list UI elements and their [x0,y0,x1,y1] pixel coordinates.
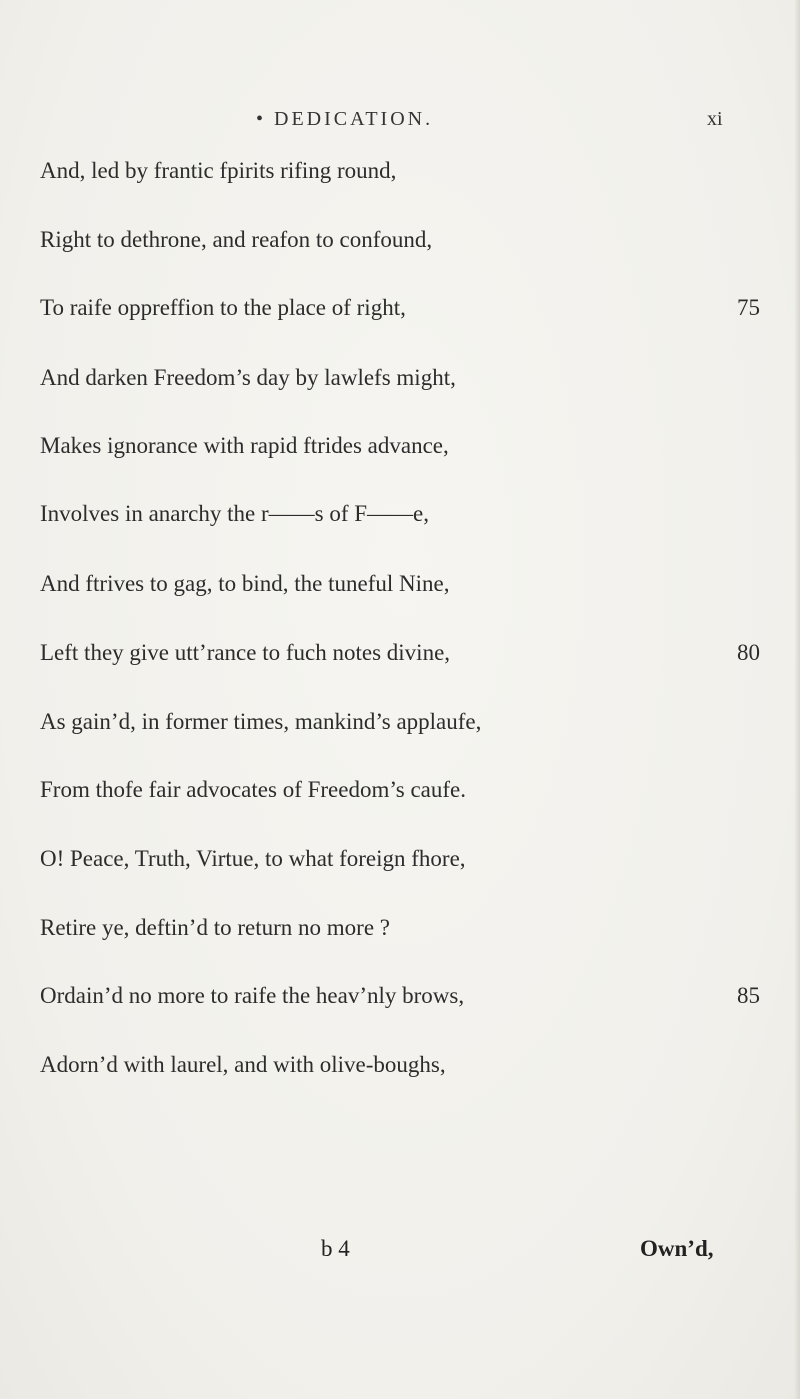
verse-text: Right to dethrone, and reafon to confound, [40,227,433,252]
page-footer [0,1236,800,1270]
verse-text: Ordain’d no more to raife the heav’nly brows, [40,983,465,1008]
running-head: • DEDICATION. [256,108,434,130]
verse-text: O! Peace, Truth, Virtue, to what foreign fhore, [40,846,466,871]
verse-line [40,915,760,949]
verse-line [40,640,760,674]
verse-text: To raife oppreffion to the place of right, [40,295,406,320]
page-header [0,108,800,138]
verse-line [40,571,760,605]
page-number: xi [707,108,723,130]
verse-line [40,777,760,811]
verse-line [40,433,760,467]
line-number: 85 [737,983,760,1008]
verse-text: Left they give utt’rance to fuch notes divine, [40,640,451,665]
page-edge-shadow [794,0,800,1399]
verse-line [40,983,760,1017]
line-number: 80 [737,640,760,665]
verse-line [40,295,760,329]
verse-text: Involves in anarchy the r——s of F——e, [40,501,430,526]
verse-text: From thofe fair advocates of Freedom’s caufe. [40,777,466,802]
verse-text: And, led by frantic fpirits rifing round, [40,158,397,183]
verse-text: Makes ignorance with rapid ftrides advance, [40,433,449,458]
verse-line [40,158,760,192]
verse-line [40,501,760,535]
verse-line [40,365,760,399]
verse-text: Adorn’d with laurel, and with olive-boughs, [40,1052,446,1077]
verse-text: As gain’d, in former times, mankind’s applaufe, [40,709,482,734]
catchword: Own’d, [640,1236,714,1261]
verse-text: Retire ye, deftin’d to return no more ? [40,915,390,940]
verse-line [40,846,760,880]
verse-text: And darken Freedom’s day by lawlefs might, [40,365,456,390]
verse-line [40,1052,760,1086]
signature-mark: b 4 [321,1236,350,1261]
verse-line [40,709,760,743]
line-number: 75 [737,295,760,320]
verse-text: And ftrives to gag, to bind, the tuneful Nine, [40,571,450,596]
verse-line [40,227,760,261]
